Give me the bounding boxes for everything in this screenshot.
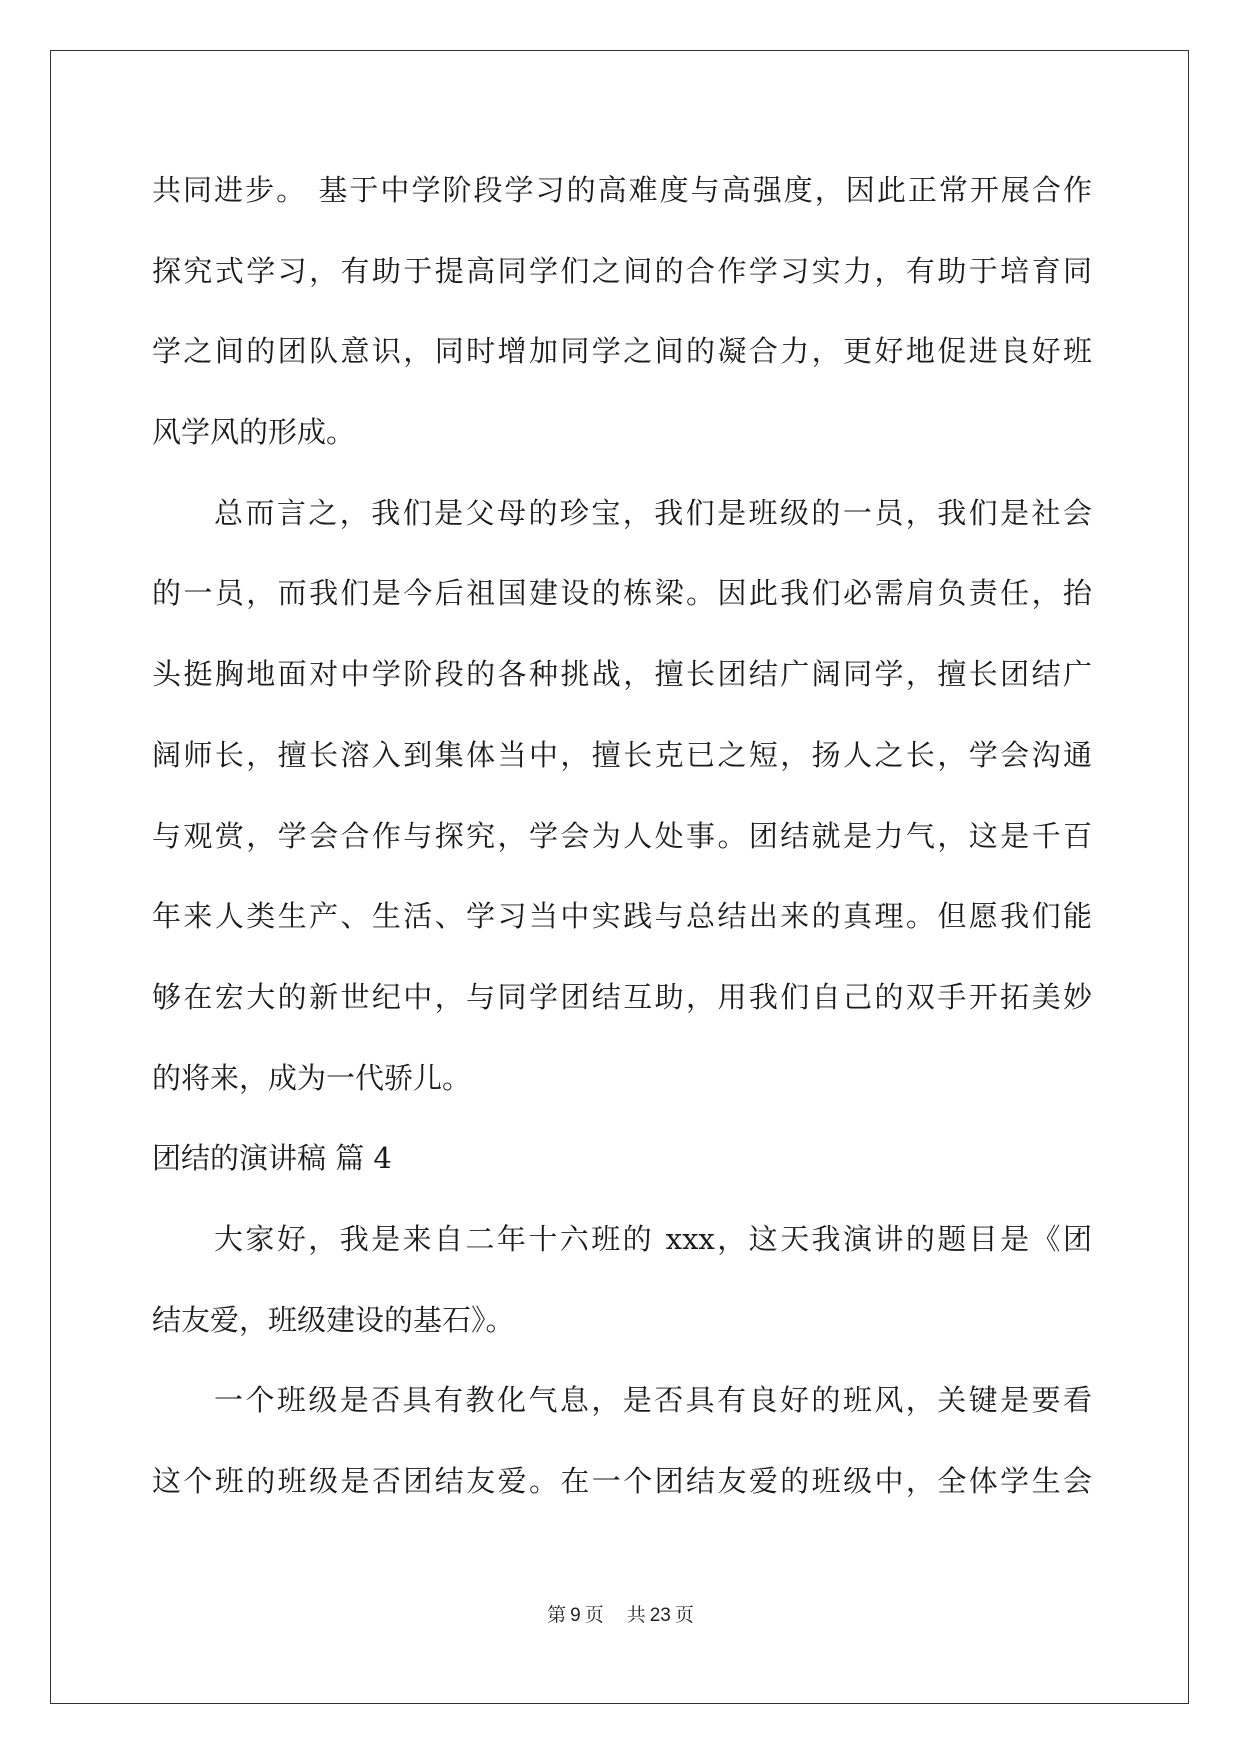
text-line: 的将来，成为一代骄儿。: [152, 1060, 472, 1095]
text-line: 结友爱，班级建设的基石》。: [152, 1302, 515, 1337]
text-line: 这个班的班级是否团结友爱。在一个团结友爱的班级中，全体学生会: [152, 1464, 1092, 1498]
text-line: 与观赏，学会合作与探究，学会为人处事。团结就是力气，这是千百: [152, 818, 1092, 853]
text-line: 学之间的团队意识，同时增加同学之间的凝合力，更好地促进良好班: [152, 334, 1092, 369]
text-line: 共同进步。 基于中学阶段学习的高难度与高强度，因此正常开展合作: [152, 173, 1092, 207]
page-footer: [0, 1600, 1241, 1627]
text-line: 探究式学习，有助于提高同学们之间的合作学习实力，有助于培育同: [152, 253, 1092, 288]
text-line: 阔师长，擅长溶入到集体当中，擅长克已之短，扬人之长，学会沟通: [152, 737, 1092, 772]
page-prefix: 第: [547, 1605, 567, 1626]
page-suffix: 页: [584, 1605, 604, 1626]
text-line: 一个班级是否具有教化气息，是否具有良好的班风，关键是要看: [214, 1383, 1092, 1418]
text-line: 风学风的形成。: [152, 415, 356, 450]
total-suffix: 页: [674, 1605, 694, 1626]
total-pages: 23: [649, 1605, 671, 1626]
text-line: 总而言之，我们是父母的珍宝，我们是班级的一员，我们是社会: [214, 495, 1092, 530]
text-line: 头挺胸地面对中学阶段的各种挑战，擅长团结广阔同学，擅长团结广: [152, 657, 1092, 692]
document-body: [152, 150, 1092, 1522]
text-line: 年来人类生产、生活、学习当中实践与总结出来的真理。但愿我们能: [152, 899, 1092, 934]
text-line: 大家好，我是来自二年十六班的 xxx，这天我演讲的题目是《团: [214, 1221, 1092, 1256]
section-heading: 团结的演讲稿 篇 4: [152, 1141, 392, 1176]
text-line: 的一员，而我们是今后祖国建设的栋梁。因此我们必需肩负责任，抬: [152, 576, 1092, 611]
total-prefix: 共: [626, 1605, 646, 1626]
page-number: 9: [570, 1605, 581, 1626]
text-line: 够在宏大的新世纪中，与同学团结互助，用我们自己的双手开拓美妙: [152, 979, 1092, 1014]
